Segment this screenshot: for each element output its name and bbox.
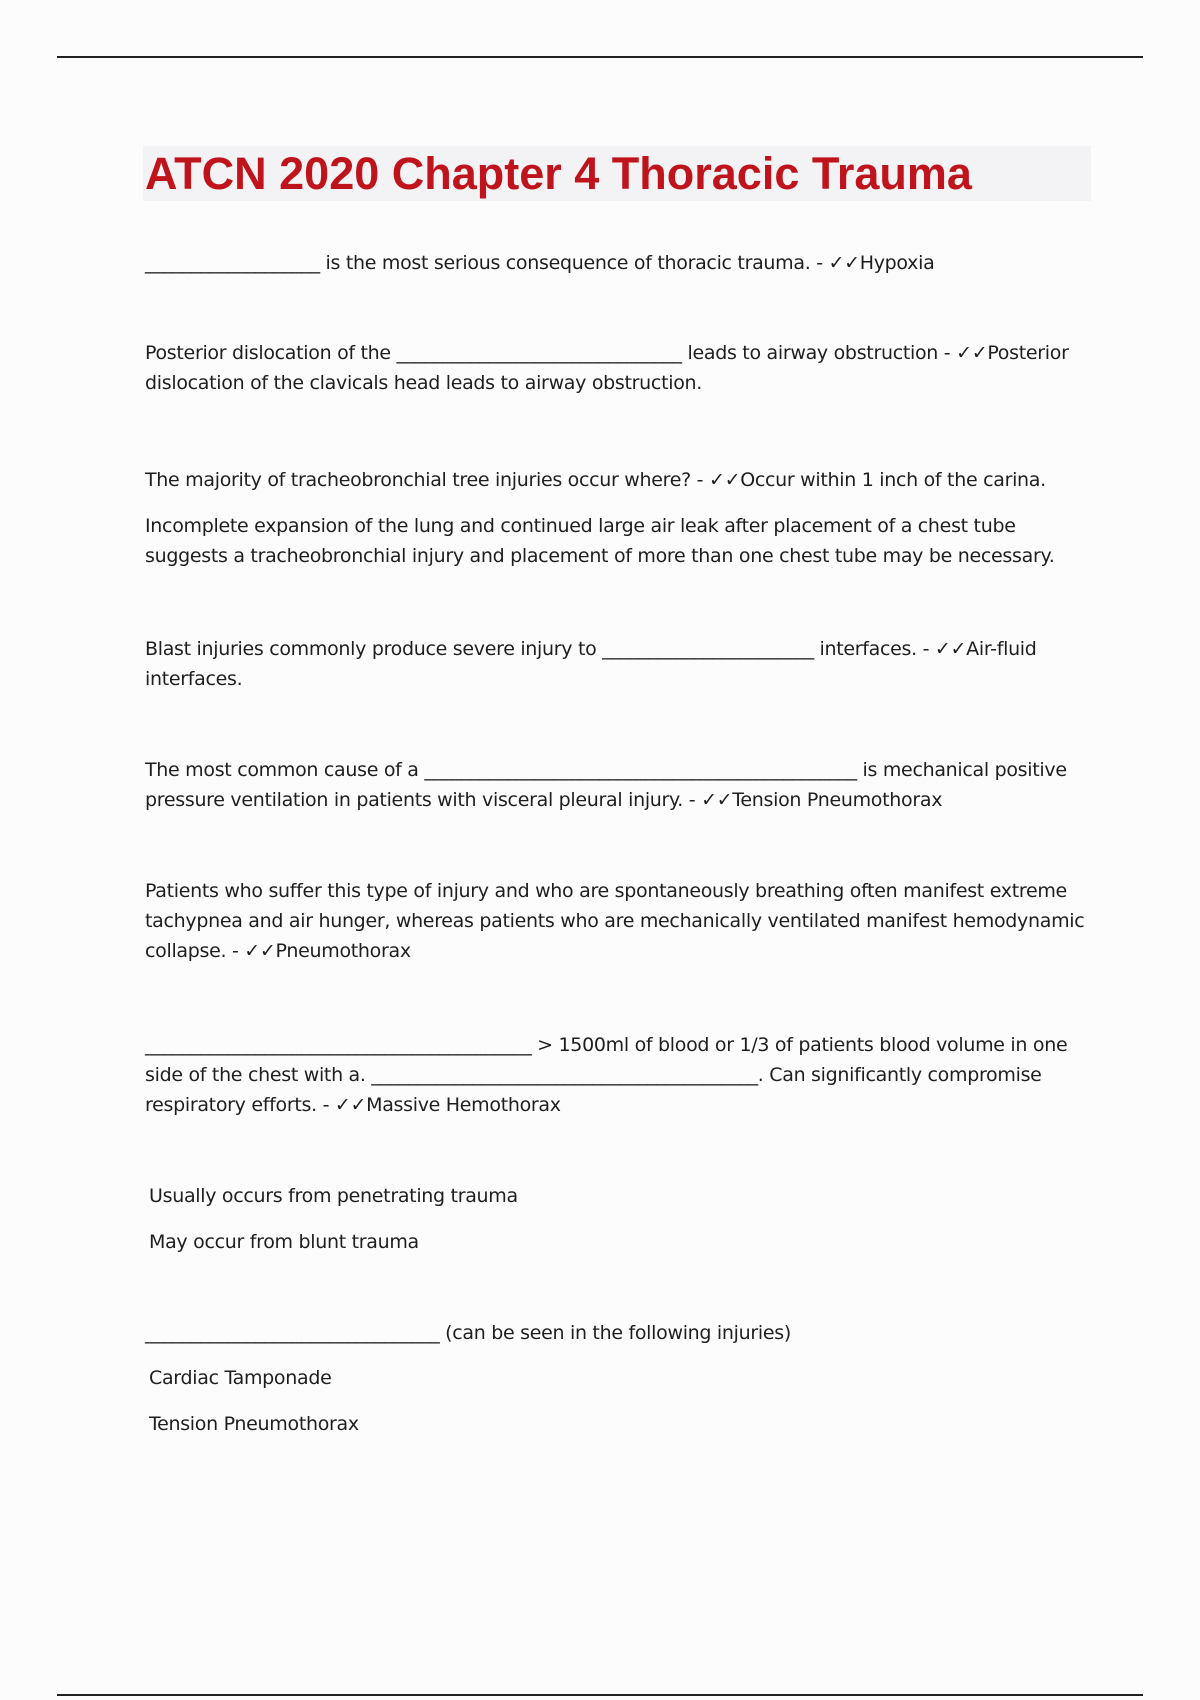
paragraph: ________________________________ (can be seen in the following injuries): [145, 1322, 791, 1344]
question-tension-pneumothorax: [145, 755, 1090, 815]
question-pneumothorax: [145, 876, 1090, 966]
list-item-tension-pneumothorax: [149, 1409, 1094, 1439]
question-injuries-list: [145, 1318, 1090, 1348]
document-title: ATCN 2020 Chapter 4 Thoracic Trauma: [145, 148, 972, 199]
question-massive-hemothorax: [145, 1030, 1090, 1120]
paragraph: The most common cause of a _______________________________________________ is mechanical positive pressure ventilation in patients with visceral pleural injury. - ✓✓Tension Pneumothorax: [145, 759, 1067, 811]
paragraph: Posterior dislocation of the _______________________________ leads to airway obstruction - ✓✓Posterior dislocation of the clavicals head leads to airway obstruction.: [145, 342, 1069, 394]
question-blast-injury: [145, 634, 1090, 694]
paragraph: Tension Pneumothorax: [149, 1413, 359, 1435]
question-hypoxia: [145, 248, 1090, 278]
note-penetrating-trauma: [149, 1181, 1094, 1211]
paragraph: Patients who suffer this type of injury and who are spontaneously breathing often manifest extreme tachypnea and air hunger, whereas patients who are mechanically ventilated manifest hemodynamic collapse. - ✓✓Pneumothorax: [145, 880, 1085, 962]
list-item-cardiac-tamponade: [149, 1363, 1094, 1393]
bottom-rule: [57, 1694, 1143, 1696]
paragraph: Cardiac Tamponade: [149, 1367, 332, 1389]
note-blunt-trauma: [149, 1227, 1094, 1257]
paragraph: Blast injuries commonly produce severe injury to _______________________ interfaces. - ✓✓Air-fluid interfaces.: [145, 638, 1037, 690]
paragraph: The majority of tracheobronchial tree injuries occur where? - ✓✓Occur within 1 inch of the carina.: [145, 469, 1046, 491]
top-rule: [57, 56, 1143, 58]
question-clavicle: [145, 338, 1090, 398]
note-tracheobronchial: [145, 511, 1090, 571]
title-banner: [143, 146, 1091, 201]
paragraph: Incomplete expansion of the lung and continued large air leak after placement of a chest tube suggests a tracheobronchial injury and placement of more than one chest tube may be necessary.: [145, 515, 1055, 567]
question-tracheobronchial: [145, 465, 1090, 495]
paragraph: Usually occurs from penetrating trauma: [149, 1185, 518, 1207]
paragraph: May occur from blunt trauma: [149, 1231, 419, 1253]
paragraph: __________________________________________ > 1500ml of blood or 1/3 of patients blood volume in one side of the chest with a. __________________________________________. Can significantly compromise respiratory efforts. - ✓✓Massive Hemothorax: [145, 1034, 1068, 1116]
paragraph: ___________________ is the most serious consequence of thoracic trauma. - ✓✓Hypoxia: [145, 252, 935, 274]
